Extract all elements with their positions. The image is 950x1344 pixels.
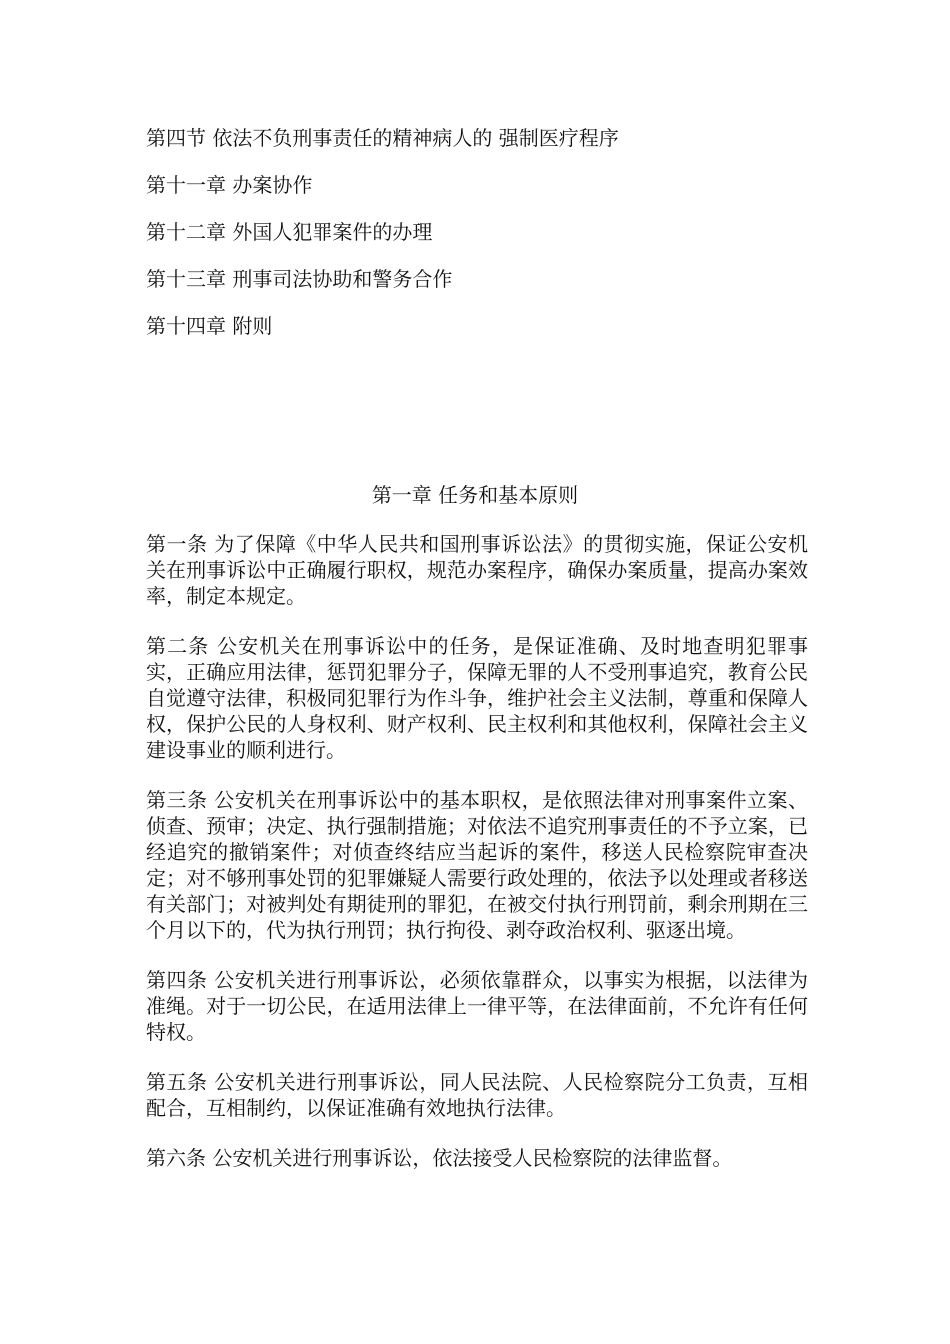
- toc-item-chapter-14: 第十四章 附则: [146, 314, 273, 338]
- toc-item-chapter-11: 第十一章 办案协作: [146, 173, 313, 197]
- table-of-contents: [146, 124, 826, 359]
- article-5: 第五条 公安机关进行刑事诉讼，同人民法院、人民检察院分工负责，互相配合，互相制约，以保证准确有效地执行法律。: [146, 1070, 808, 1120]
- article-6: 第六条 公安机关进行刑事诉讼，依法接受人民检察院的法律监督。: [146, 1146, 733, 1170]
- toc-item-chapter-13: 第十三章 刑事司法协助和警务合作: [146, 267, 453, 291]
- articles: [146, 531, 808, 1195]
- article-3: 第三条 公安机关在刑事诉讼中的基本职权，是依照法律对刑事案件立案、侦查、预审；决定、执行强制措施；对依法不追究刑事责任的不予立案，已经追究的撤销案件；对侦查终结应当起诉的案件，移送人民检察院审查决定；对不够刑事处罚的犯罪嫌疑人需要行政处理的，依法予以处理或者移送有关部门；对被判处有期徒刑的罪犯，在被交付执行刑罚前，剩余刑期在三个月以下的，代为执行刑罚；执行拘役、剥夺政治权利、驱逐出境。: [146, 788, 808, 942]
- toc-item-chapter-12: 第十二章 外国人犯罪案件的办理: [146, 220, 433, 244]
- article-2: 第二条 公安机关在刑事诉讼中的任务，是保证准确、及时地查明犯罪事实，正确应用法律，惩罚犯罪分子，保障无罪的人不受刑事追究，教育公民自觉遵守法律，积极同犯罪行为作斗争，维护社会主义法制，尊重和保障人权，保护公民的人身权利、财产权利、民主权利和其他权利，保障社会主义建设事业的顺利进行。: [146, 634, 808, 762]
- toc-item-section-4: 第四节 依法不负刑事责任的精神病人的 强制医疗程序: [146, 126, 619, 150]
- chapter-title: 第一章 任务和基本原则: [371, 483, 579, 507]
- article-1: 第一条 为了保障《中华人民共和国刑事诉讼法》的贯彻实施，保证公安机关在刑事诉讼中正确履行职权，规范办案程序，确保办案质量，提高办案效率，制定本规定。: [146, 532, 808, 608]
- article-4: 第四条 公安机关进行刑事诉讼，必须依靠群众，以事实为根据，以法律为准绳。对于一切公民，在适用法律上一律平等，在法律面前，不允许有任何特权。: [146, 968, 808, 1044]
